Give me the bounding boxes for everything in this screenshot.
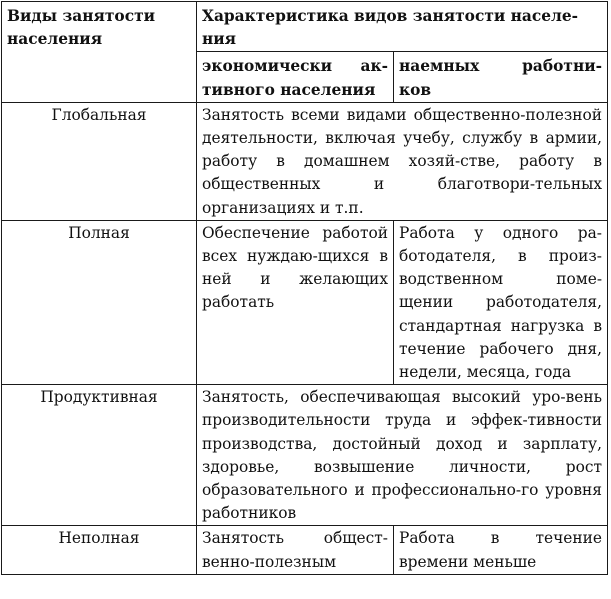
subheader-b-line1: наемных работни- (399, 57, 603, 76)
row-kind-global: Глобальная (2, 102, 197, 220)
row-desc-partial-hired: Работа в течение времени меньше (394, 526, 608, 574)
header-employment-types (2, 2, 197, 103)
subheader-economically-active (197, 52, 394, 102)
row-kind-full: Полная (2, 220, 197, 384)
table-row-global (2, 102, 608, 220)
table-row-productive (2, 385, 608, 526)
table-row-full (2, 220, 608, 384)
subheader-b-line2: ков (399, 80, 432, 99)
header-row (2, 2, 608, 52)
row-desc-partial-active: Занятость общест-венно-полезным (197, 526, 394, 574)
employment-types-table (1, 1, 608, 575)
row-desc-full-active: Обеспечение работой всех нуждаю-щихся в ней и желающих работать (197, 220, 394, 384)
subheader-a-line1: экономически ак- (202, 57, 388, 76)
row-desc-productive: Занятость, обеспечивающая высокий уро-вень производительности труда и эффек-тивности производства, достойный доход и зарплату, здоровье, возвышение личности, рост образовательного и профессионально-го уровня работников (197, 385, 608, 526)
subheader-a-line2: тивного населения (202, 80, 376, 99)
subheader-hired-workers (394, 52, 608, 102)
row-kind-productive: Продуктивная (2, 385, 197, 526)
header-col1-line1: Виды занятости (7, 7, 156, 25)
header-characteristics-group (197, 2, 608, 52)
row-desc-full-hired: Работа у одного ра-ботодателя, в произ-водственном поме-щении работодателя, стандартная нагрузка в течение рабочего дня, недели, месяца, года (394, 220, 608, 384)
header-group-line1: Характеристика видов занятости населе- (202, 7, 579, 25)
header-col1-line2: населения (7, 30, 103, 49)
table-row-partial (2, 526, 608, 574)
header-group-line2: ния (202, 30, 237, 49)
row-kind-partial: Неполная (2, 526, 197, 574)
row-desc-global: Занятость всеми видами общественно-полезной деятельности, включая учебу, службу в армии, работу в домашнем хозяй-стве, работу в общественных и благотвори-тельных организациях и т.п. (197, 102, 608, 220)
